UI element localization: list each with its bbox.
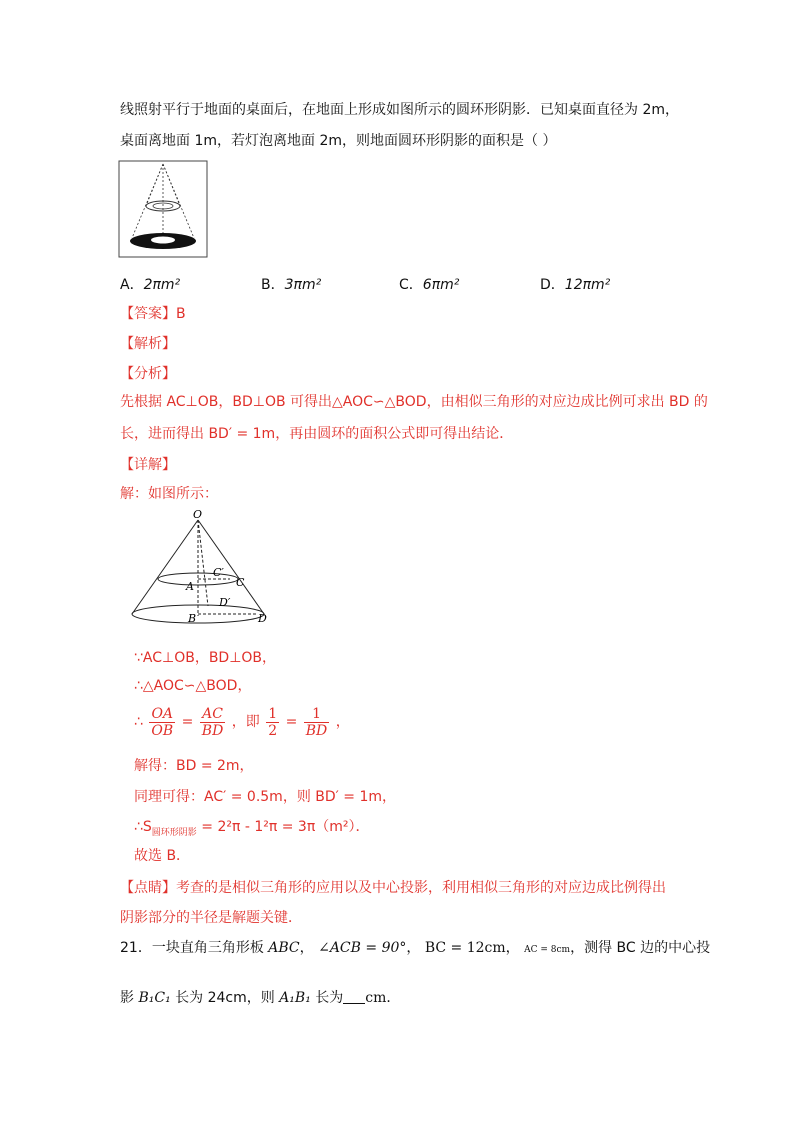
step-5: 同理可得：AC′ = 0.5m，则 BD′ = 1m， <box>134 789 397 805</box>
option-c[interactable]: C．6πm² <box>399 277 460 293</box>
answer-blank[interactable] <box>343 989 365 1004</box>
label-d-prime: D′ <box>219 596 231 609</box>
detail-header: 【详解】 <box>120 457 176 473</box>
cone-figure <box>128 506 278 630</box>
comment-line-2: 阴影部分的半径是解题关键． <box>120 910 302 926</box>
fenxi-header: 【分析】 <box>120 366 176 382</box>
step-2: ∴△AOC∽△BOD， <box>134 678 252 694</box>
question-line-2: 桌面离地面 1m，若灯泡离地面 2m，则地面圆环形阴影的面积是（ ） <box>120 133 557 149</box>
answer-line: 【答案】B <box>120 306 186 322</box>
step-7: 故选 B． <box>134 848 191 864</box>
therefore-symbol: ∴ <box>134 714 143 730</box>
label-o: O <box>193 508 203 521</box>
lamp-shadow-figure <box>118 160 208 258</box>
label-c-prime: C′ <box>213 566 224 579</box>
option-d[interactable]: D．12πm² <box>540 277 611 293</box>
label-c: C <box>236 576 245 589</box>
fraction-ac-bd: $\frac{AC}{BD}$ <box>201 705 224 739</box>
option-b[interactable]: B．3πm² <box>261 277 322 293</box>
step-6: $\therefore S_{圆环形阴影} = 2^2\pi - 1^2\pi = 3\pi(m^2)$． <box>134 819 370 838</box>
option-a[interactable]: A．2πm² <box>120 277 181 293</box>
analysis-header: 【解析】 <box>120 336 176 352</box>
fenxi-line-2: 长，进而得出 BD′ = 1m，再由圆环的面积公式即可得出结论． <box>120 426 514 442</box>
comment-line-1: 【点睛】考查的是相似三角形的应用以及中心投影，利用相似三角形的对应边成比例得出 <box>120 880 666 896</box>
question-line-1: 线照射平行于地面的桌面后，在地面上形成如图所示的圆环形阴影．已知桌面直径为 2m， <box>120 102 679 118</box>
step-1: ∵AC⊥OB，BD⊥OB， <box>134 650 277 666</box>
label-d: D <box>258 612 267 625</box>
step-3: ∴ $\frac{OA}{OB}$ = $\frac{AC}{BD}$ ，即 $\frac{1}{2}$ = $\frac{1}{BD}$ ， <box>134 705 350 739</box>
label-b: B <box>188 612 197 625</box>
step-4: 解得：BD = 2m， <box>134 758 254 774</box>
label-a: A <box>186 580 194 593</box>
solution-intro: 解：如图所示： <box>120 486 218 502</box>
q21-line-1: 21．一块直角三角形板 ABC， ∠ACB = 90°， BC = 12cm， AC = 8cm，测得 BC 边的中心投 <box>120 940 711 956</box>
fenxi-line-1: 先根据 AC⊥OB，BD⊥OB 可得出△AOC∽△BOD，由相似三角形的对应边成比例可求出 BD 的 <box>120 394 708 410</box>
fraction-1-2: $\frac{1}{2}$ <box>268 705 278 739</box>
fraction-oa-ob: $\frac{OA}{OB}$ <box>151 705 174 739</box>
fraction-1-bd: $\frac{1}{BD}$ <box>305 705 328 739</box>
q21-line-2: 影 B₁C₁ 长为 24cm，则 A₁B₁ 长为 cm． <box>120 990 401 1006</box>
